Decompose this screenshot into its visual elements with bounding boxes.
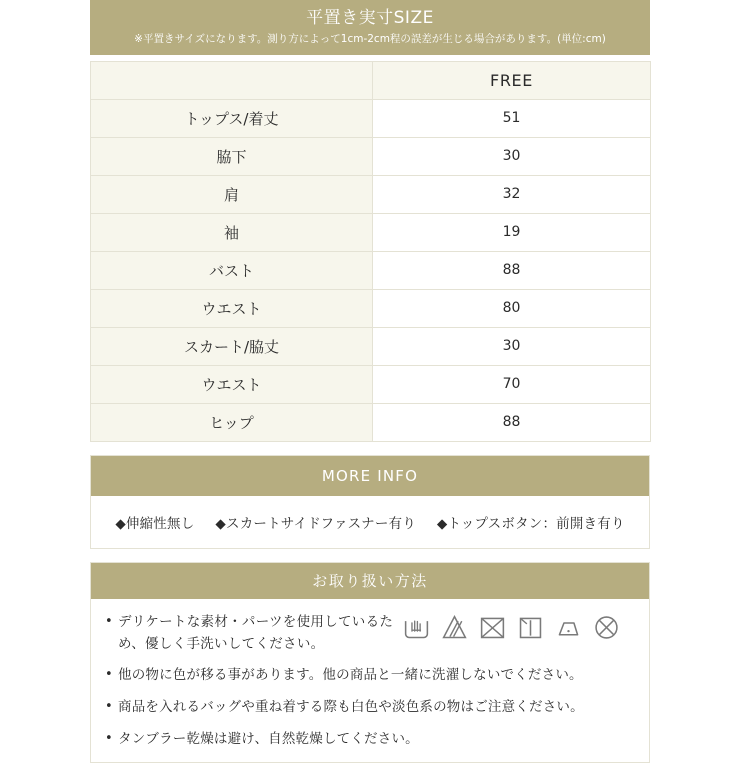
size-row-value: 80 bbox=[373, 289, 651, 327]
size-row-label: 肩 bbox=[91, 175, 373, 213]
size-row-label: スカート/脇丈 bbox=[91, 327, 373, 365]
size-row-value: 88 bbox=[373, 403, 651, 441]
size-row-label: 脇下 bbox=[91, 137, 373, 175]
more-info-section bbox=[90, 455, 650, 549]
size-row-value: 70 bbox=[373, 365, 651, 403]
size-row-label: トップス/着丈 bbox=[91, 99, 373, 137]
size-table bbox=[90, 61, 651, 442]
size-row-label: ウエスト bbox=[91, 365, 373, 403]
table-row bbox=[91, 175, 651, 213]
size-row-value: 32 bbox=[373, 175, 651, 213]
size-row-value: 30 bbox=[373, 327, 651, 365]
no-tumble-dry-icon bbox=[478, 613, 507, 642]
size-row-value: 88 bbox=[373, 251, 651, 289]
more-info-body bbox=[91, 496, 649, 548]
table-row bbox=[91, 213, 651, 251]
table-row bbox=[91, 289, 651, 327]
table-row bbox=[91, 251, 651, 289]
table-row bbox=[91, 327, 651, 365]
table-row bbox=[91, 403, 651, 441]
size-banner bbox=[90, 0, 650, 55]
table-header-blank bbox=[91, 61, 373, 99]
table-row bbox=[91, 365, 651, 403]
care-symbol-group bbox=[402, 611, 639, 642]
size-row-label: ヒップ bbox=[91, 403, 373, 441]
size-measurement-note: ※平置きサイズになります。測り方によって1cm-2cm程の誤差が生じる場合があります。(単位:cm) bbox=[134, 33, 606, 46]
more-info-item-2: ◆トップスボタン：前開き有り bbox=[436, 515, 625, 532]
care-item: • 他の物に色が移る事があります。他の商品と一緒に洗濯しないでください。 bbox=[105, 665, 639, 687]
size-row-value: 30 bbox=[373, 137, 651, 175]
care-item: • 商品を入れるバッグや重ね着する際も白色や淡色系の物はご注意ください。 bbox=[105, 697, 639, 719]
more-info-item-1: ◆スカートサイドファスナー有り bbox=[215, 515, 416, 532]
table-header-size: FREE bbox=[373, 61, 651, 99]
no-bleach-icon bbox=[440, 613, 469, 642]
size-row-label: バスト bbox=[91, 251, 373, 289]
no-dry-clean-icon bbox=[592, 613, 621, 642]
more-info-header: MORE INFO bbox=[91, 456, 649, 496]
care-instructions-section bbox=[90, 562, 650, 763]
size-row-label: 袖 bbox=[91, 213, 373, 251]
more-info-item-0: ◆伸縮性無し bbox=[115, 515, 195, 532]
drip-dry-in-shade-icon bbox=[516, 613, 545, 642]
size-row-value: 19 bbox=[373, 213, 651, 251]
table-row bbox=[91, 99, 651, 137]
size-row-label: ウエスト bbox=[91, 289, 373, 327]
size-row-value: 51 bbox=[373, 99, 651, 137]
care-item-list bbox=[105, 665, 639, 750]
iron-low-heat-icon bbox=[554, 613, 583, 642]
table-row bbox=[91, 137, 651, 175]
care-top-row bbox=[105, 611, 639, 656]
care-instructions-body bbox=[91, 599, 649, 762]
care-instructions-header: お取り扱い方法 bbox=[91, 563, 649, 599]
care-item-first: • デリケートな素材・パーツを使用しているため、優しく手洗いしてください。 bbox=[105, 611, 402, 656]
table-header-row bbox=[91, 61, 651, 99]
page-title: 平置き実寸SIZE bbox=[306, 8, 434, 28]
hand-wash-icon bbox=[402, 613, 431, 642]
care-item: • タンブラー乾燥は避け、自然乾燥してください。 bbox=[105, 729, 639, 751]
